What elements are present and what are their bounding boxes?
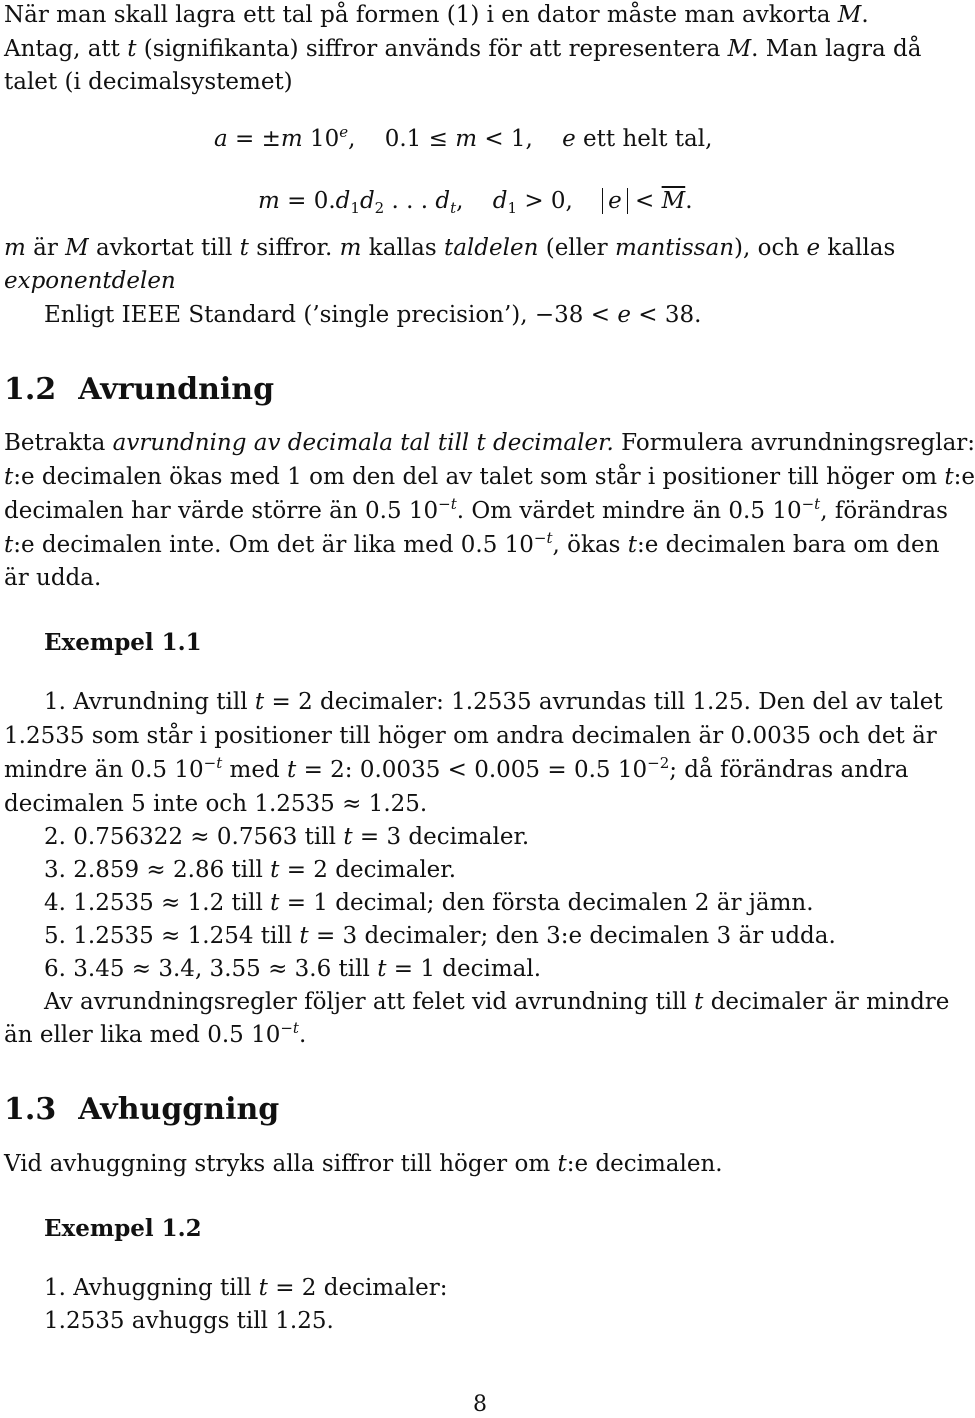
text: = 2 decimaler: [267,1275,448,1301]
emph: mantissan [614,235,735,261]
math-var: M [65,235,89,261]
example-heading: Exempel 1.2 [44,1215,202,1242]
math-sub: t [450,199,457,217]
math-sup: −t [280,1019,299,1037]
math-text: ett helt tal, [575,126,713,152]
text: med [222,757,288,783]
text: < 38. [630,302,702,328]
text: talet (i decimalsystemet) [4,69,293,95]
section-title: Avrundning [78,372,275,407]
math-var: M [837,2,862,28]
text-line [44,921,836,951]
math-text: . [685,188,693,214]
math-var: m [258,188,280,214]
text: :e decimalen ökas med 1 om den del av talet som står i positioner till höger om [13,464,945,490]
text: = 2: 0.0035 < 0.005 = 0.5 10 [296,757,648,783]
text-line [4,563,101,593]
text: siffror. [248,235,340,261]
math-sub: 1 [350,199,360,217]
section-heading [4,1092,279,1128]
math-var: t [287,757,297,783]
math-text: . . . [384,188,436,214]
text: När man skall lagra ett tal på formen (1) i en dator måste man avkorta [4,2,838,28]
text: Vid avhuggning stryks alla siffror till höger om [4,1151,558,1177]
text: 1. Avrundning till [44,689,255,715]
math-sub: 2 [374,199,385,217]
section-heading [4,372,274,408]
math-var: t [343,824,353,850]
text: är [25,235,66,261]
text-line [44,1273,448,1303]
text: 3. 2.859 ≈ 2.86 till [44,857,271,883]
math-var: m [4,235,26,261]
text: , förändras [820,498,948,524]
text-line [44,888,814,918]
text: 1.2535 som står i positioner till höger om andra decimalen är 0.0035 och det är [4,723,937,749]
text: :e decimalen. [566,1151,723,1177]
math-var: t [258,1275,268,1301]
text: Av avrundningsregler följer att felet vid avrundning till [44,989,695,1015]
text: ; då förändras andra [669,757,909,783]
text: 2. 0.756322 ≈ 0.7563 till [44,824,344,850]
text-line [44,987,949,1017]
text: . [298,1022,307,1048]
text: = 3 decimaler. [352,824,530,850]
math-op: = 0. [279,188,336,214]
text: = 1 decimal. [386,956,542,982]
text-line [4,530,939,560]
math-sup: −t [801,495,821,513]
text-line [4,428,975,458]
math-var: t [4,532,14,558]
text-line [44,954,541,984]
text-line [4,0,869,30]
text-line [4,1149,723,1179]
math-sup: −t [533,529,553,547]
math-text: , 0.1 ≤ [348,126,456,152]
text: decimalen har värde större än 0.5 10 [4,498,439,524]
text-line [4,755,908,785]
math-op: < [627,188,662,214]
text: , ökas [552,532,628,558]
text: Antag, att [4,36,128,62]
text: :e [953,464,975,490]
math-op: = ± [227,126,281,152]
equation [214,124,712,154]
text: mindre än 0.5 10 [4,757,204,783]
math-var: t [299,923,309,949]
math-var: t [127,36,137,62]
text-line [44,300,701,330]
text-line [44,687,943,717]
math-var: t [377,956,387,982]
math-sup: −2 [647,754,670,772]
math-sup: −t [203,754,223,772]
text-line [44,822,529,852]
text: 1.2535 avhuggs till 1.25. [44,1308,334,1334]
section-title: Avhuggning [78,1092,280,1127]
text: 1. Avhuggning till [44,1275,259,1301]
text: (eller [538,235,615,261]
math-sub: 1 [507,199,518,217]
text: ), och [734,235,807,261]
math-sup: −t [438,495,457,513]
math-var: t [557,1151,567,1177]
text: . Man lagra då [751,36,922,62]
equation [258,186,693,216]
text: :e decimalen bara om den [637,532,940,558]
text-line [4,496,948,526]
text: = 3 decimaler; den 3:e decimalen 3 är udda. [308,923,836,949]
text: = 2 decimaler: 1.2535 avrundas till 1.25. Den del av talet [264,689,943,715]
text: avkortat till [88,235,240,261]
text: . Om värdet mindre än 0.5 10 [456,498,802,524]
emph: taldelen [443,235,539,261]
math-var: d [435,188,451,214]
text: Betrakta [4,430,113,456]
math-var: m [339,235,362,261]
text-line [4,789,427,819]
text: kallas [820,235,896,261]
emph: avrundning av decimala tal till t decimaler. [112,430,614,456]
math-var: t [944,464,954,490]
text: . [861,2,869,28]
text: 4. 1.2535 ≈ 1.2 till [44,890,271,916]
text: Enligt IEEE Standard (’single precision’), −38 < [44,302,618,328]
math-var: t [254,689,265,715]
text: decimaler är mindre [703,989,950,1015]
text: :e decimalen inte. Om det är lika med 0.5 10 [13,532,534,558]
math-var: d [359,188,375,214]
text: = 1 decimal; den första decimalen 2 är jämn. [279,890,814,916]
math-var: e [617,302,631,328]
text: Formulera avrundningsreglar: [613,430,975,456]
text-line [4,34,921,64]
text-line [4,721,937,751]
math-var: t [270,890,280,916]
math-var: m [455,126,478,152]
text: 5. 1.2535 ≈ 1.254 till [44,923,300,949]
math-var: e [562,126,576,152]
text: = 2 decimaler. [279,857,457,883]
math-var: d [492,188,508,214]
text-line [4,233,895,263]
math-var: t [4,464,14,490]
text: decimalen 5 inte och 1.2535 ≈ 1.25. [4,791,428,817]
math-var: d [335,188,351,214]
math-var: t [627,532,638,558]
math-var: m [280,126,303,152]
math-var: t [694,989,704,1015]
text-line [4,1020,306,1050]
text: kallas [361,235,444,261]
math-num: 10 [302,126,340,152]
text-line [4,266,176,296]
section-number: 1.3 [4,1092,57,1127]
text-line [4,462,975,492]
math-text: < 1, [477,126,563,152]
math-var: t [239,235,249,261]
math-var: a [214,126,228,152]
text-line [44,1306,334,1336]
math-var: e [806,235,821,261]
text: är udda. [4,565,102,591]
text: 6. 3.45 ≈ 3.4, 3.55 ≈ 3.6 till [44,956,378,982]
math-var: t [270,857,280,883]
text-line [44,855,456,885]
page-number: 8 [473,1392,487,1417]
math-text: > 0, [517,188,603,214]
text: än eller lika med 0.5 10 [4,1022,281,1048]
emph: exponentdelen [4,268,176,294]
math-var: M [727,36,752,62]
math-abs: e [602,188,628,214]
math-var: $\overline{M}$ [661,188,686,214]
math-text: , [456,188,493,214]
section-number: 1.2 [4,372,57,407]
math-sup: e [339,123,349,141]
text: (signifikanta) siffror används för att representera [136,36,728,62]
text-line [4,67,293,97]
example-heading: Exempel 1.1 [44,629,202,656]
